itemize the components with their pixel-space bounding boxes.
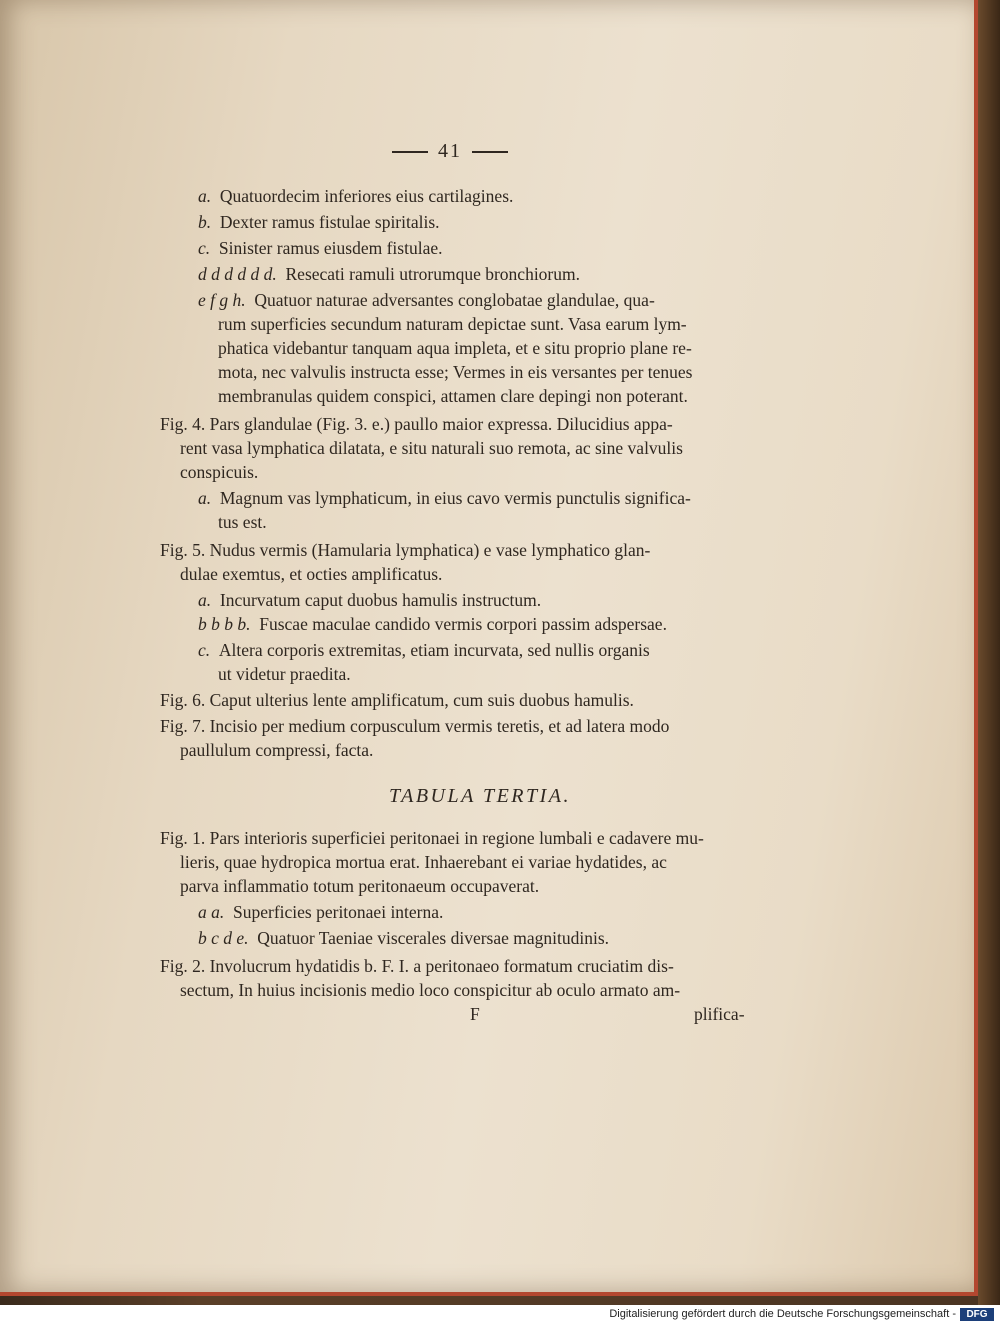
text-line: phatica videbantur tanquam aqua impleta, et e situ proprio plane re- [218,338,692,358]
text-line: Fig. 4. Pars glandulae (Fig. 3. e.) paullo maior expressa. Dilucidius appa- [160,414,673,434]
book-edge [978,0,1000,1305]
text-line: Fig. 7. Incisio per medium corpusculum vermis teretis, et ad latera modo [160,716,670,736]
text-line: Fig. 6. Caput ulterius lente amplificatum, cum suis duobus hamulis. [160,690,634,710]
text-line: paullulum compressi, facta. [180,740,374,760]
page-number: 41 [370,140,530,163]
text-line: membranulas quidem conspici, attamen clare depingi non poterant. [218,386,688,406]
dash-right [472,151,508,153]
text-line: lieris, quae hydropica mortua erat. Inhaerebant ei variae hydatides, ac [180,852,667,872]
text-line: conspicuis. [180,462,259,482]
catchword: plifica- [694,1004,745,1024]
text-line: a. Quatuordecim inferiores eius cartilagines. [198,186,514,206]
text-line: c. Altera corporis extremitas, etiam incurvata, sed nullis organis [198,640,650,660]
text-line: e f g h. Quatuor naturae adversantes conglobatae glandulae, qua- [198,290,655,310]
text-line: rum superficies secundum naturam depictae sunt. Vasa earum lym- [218,314,687,334]
text-line: a a. Superficies peritonaei interna. [198,902,444,922]
section-heading: TABULA TERTIA. [388,785,572,807]
text-line: Fig. 2. Involucrum hydatidis b. F. I. a peritonaeo formatum cruciatim dis- [160,956,674,976]
dfg-logo: DFG [960,1308,994,1321]
dash-left [392,151,428,153]
text-line: ut videtur praedita. [218,664,351,684]
text-line: b. Dexter ramus fistulae spiritalis. [198,212,440,232]
text-line: c. Sinister ramus eiusdem fistulae. [198,238,443,258]
text-line: Fig. 1. Pars interioris superficiei peritonaei in regione lumbali e cadavere mu- [160,828,704,848]
text-line: a. Magnum vas lymphaticum, in eius cavo vermis punctulis significa- [198,488,691,508]
text-line: rent vasa lymphatica dilatata, e situ naturali suo remota, ac sine valvulis [180,438,683,458]
text-line: b c d e. Quatuor Taeniae viscerales diversae magnitudinis. [198,928,610,948]
text-line: sectum, In huius incisionis medio loco conspicitur ab oculo armato am- [180,980,681,1000]
text-line: tus est. [218,512,267,532]
text-line: dulae exemtus, et octies amplificatus. [180,564,443,584]
text-line: Fig. 5. Nudus vermis (Hamularia lymphatica) e vase lymphatico glan- [160,540,651,560]
text-line: parva inflammatio totum peritonaeum occupaverat. [180,876,540,896]
text-line: a. Incurvatum caput duobus hamulis instructum. [198,590,542,610]
signature-mark: F [470,1004,480,1024]
footer-credit: Digitalisierung gefördert durch die Deutsche Forschungsgemeinschaft - [609,1308,956,1320]
text-line: mota, nec valvulis instructa esse; Vermes in eis versantes per tenues [218,362,693,382]
text-line: b b b b. Fuscae maculae candido vermis corpori passim adspersae. [198,614,667,634]
text-line: d d d d d d. Resecati ramuli utrorumque bronchiorum. [198,264,581,284]
